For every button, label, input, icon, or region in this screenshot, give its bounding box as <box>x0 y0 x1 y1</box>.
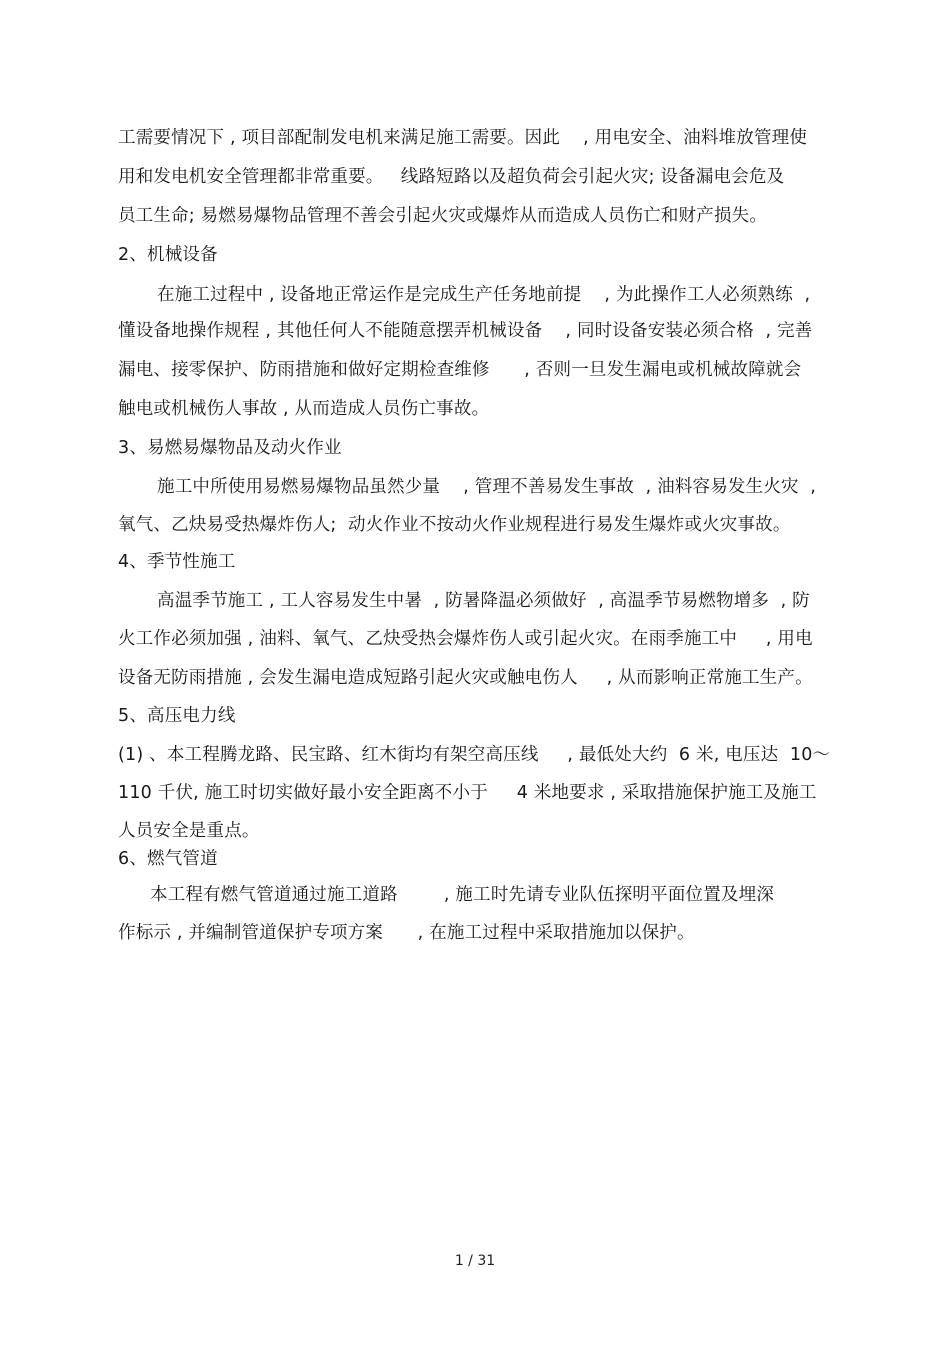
section-heading: 4、季节性施工 <box>118 552 236 572</box>
section-heading: 6、燃气管道 <box>118 849 218 869</box>
paragraph-line: 员工生命; 易燃易爆物品管理不善会引起火灾或爆炸从而造成人员伤亡和财产损失。 <box>118 206 768 226</box>
paragraph-line: 110 千伏, 施工时切实做好最小安全距离不小于 4 米地要求 , 采取措施保护施工及施工 <box>118 783 817 803</box>
paragraph-line: (1) 、本工程腾龙路、民宝路、红木街均有架空高压线 , 最低处大约 6 米, 电压达 10～ <box>118 745 831 765</box>
page-number: 1 / 31 <box>454 1253 496 1269</box>
section-heading: 5、高压电力线 <box>118 706 236 726</box>
paragraph-line: 漏电、接零保护、防雨措施和做好定期检查维修 , 否则一旦发生漏电或机械故障就会 <box>118 360 802 380</box>
paragraph-line: 作标示 , 并编制管道保护专项方案 , 在施工过程中采取措施加以保护。 <box>118 923 695 943</box>
paragraph-line: 施工中所使用易燃易爆物品虽然少量 , 管理不善易发生事故 , 油料容易发生火灾 , <box>157 477 817 497</box>
paragraph-line: 工需要情况下 , 项目部配制发电机来满足施工需要。因此 , 用电安全、油料堆放管理使 <box>118 128 808 148</box>
paragraph-line: 用和发电机安全管理都非常重要。 线路短路以及超负荷会引起火灾; 设备漏电会危及 <box>118 167 785 187</box>
paragraph-line: 在施工过程中 , 设备地正常运作是完成生产任务地前提 , 为此操作工人必须熟练 , <box>157 285 811 305</box>
paragraph-line: 设备无防雨措施 , 会发生漏电造成短路引起火灾或触电伤人 , 从而影响正常施工生产。 <box>118 668 813 688</box>
section-heading: 3、易燃易爆物品及动火作业 <box>118 438 342 458</box>
paragraph-line: 触电或机械伤人事故 , 从而造成人员伤亡事故。 <box>118 399 490 419</box>
section-heading: 2、机械设备 <box>118 245 218 265</box>
paragraph-line: 高温季节施工 , 工人容易发生中暑 , 防暑降温必须做好 , 高温季节易燃物增多 , 防 <box>157 591 810 611</box>
paragraph-line: 本工程有燃气管道通过施工道路 , 施工时先请专业队伍探明平面位置及埋深 <box>150 885 775 905</box>
paragraph-line: 火工作必须加强 , 油料、氧气、乙炔受热会爆炸伤人或引起火灾。在雨季施工中 , 用电 <box>118 629 813 649</box>
paragraph-line: 人员安全是重点。 <box>118 821 260 841</box>
paragraph-line: 氧气、乙炔易受热爆炸伤人; 动火作业不按动火作业规程进行易发生爆炸或火灾事故。 <box>118 515 791 535</box>
paragraph-line: 懂设备地操作规程 , 其他任何人不能随意摆弄机械设备 , 同时设备安装必须合格 , 完善 <box>118 321 813 341</box>
